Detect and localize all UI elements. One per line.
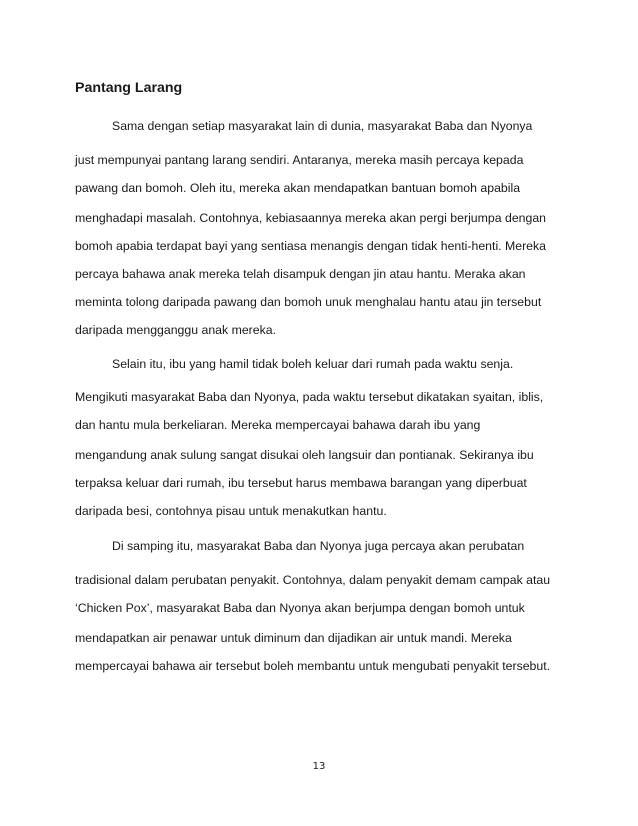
paragraph-2-line-1: Selain itu, ibu yang hamil tidak boleh keluar dari rumah pada waktu senja.: [112, 357, 514, 371]
paragraph-3-line-2: tradisional dalam perubatan penyakit. Contohnya, dalam penyakit demam campak atau: [75, 573, 551, 587]
page-number: 13: [312, 761, 326, 772]
paragraph-2-line-5: terpaksa keluar dari rumah, ibu tersebut harus membawa barangan yang diperbuat: [75, 476, 527, 490]
paragraph-3-line-5: mempercayai bahawa air tersebut boleh membantu untuk mengubati penyakit tersebut.: [75, 659, 551, 673]
section-heading: Pantang Larang: [75, 80, 183, 96]
paragraph-1-line-3: pawang dan bomoh. Oleh itu, mereka akan mendapatkan bantuan bomoh apabila: [75, 181, 521, 195]
paragraph-1-line-2: just mempunyai pantang larang sendiri. Antaranya, mereka masih percaya kepada: [75, 153, 524, 167]
paragraph-3-line-4: mendapatkan air penawar untuk diminum dan dijadikan air untuk mandi. Mereka: [75, 631, 512, 645]
paragraph-2-line-4: mengandung anak sulung sangat disukai oleh langsuir dan pontianak. Sekiranya ibu: [75, 448, 534, 462]
paragraph-2-line-6: daripada besi, contohnya pisau untuk menakutkan hantu.: [75, 504, 387, 518]
paragraph-1-line-6: percaya bahawa anak mereka telah disampuk dengan jin atau hantu. Meraka akan: [75, 267, 526, 281]
paragraph-1-line-5: bomoh apabia terdapat bayi yang sentiasa menangis dengan tidak henti-henti. Mereka: [75, 239, 547, 253]
paragraph-3-line-1: Di samping itu, masyarakat Baba dan Nyonya juga percaya akan perubatan: [112, 539, 525, 553]
paragraph-1-line-8: daripada mengganggu anak mereka.: [75, 323, 276, 337]
paragraph-1-line-1: Sama dengan setiap masyarakat lain di dunia, masyarakat Baba dan Nyonya: [112, 119, 533, 133]
paragraph-1-line-7: meminta tolong daripada pawang dan bomoh unuk menghalau hantu atau jin tersebut: [75, 295, 542, 309]
paragraph-2-line-2: Mengikuti masyarakat Baba dan Nyonya, pada waktu tersebut dikatakan syaitan, iblis,: [75, 390, 544, 404]
paragraph-1-line-4: menghadapi masalah. Contohnya, kebiasaannya mereka akan pergi berjumpa dengan: [75, 211, 547, 225]
paragraph-2-line-3: dan hantu mula berkeliaran. Mereka mempercayai bahawa darah ibu yang: [75, 418, 481, 432]
paragraph-3-line-3: ‘Chicken Pox’, masyarakat Baba dan Nyonya akan berjumpa dengan bomoh untuk: [75, 601, 525, 615]
